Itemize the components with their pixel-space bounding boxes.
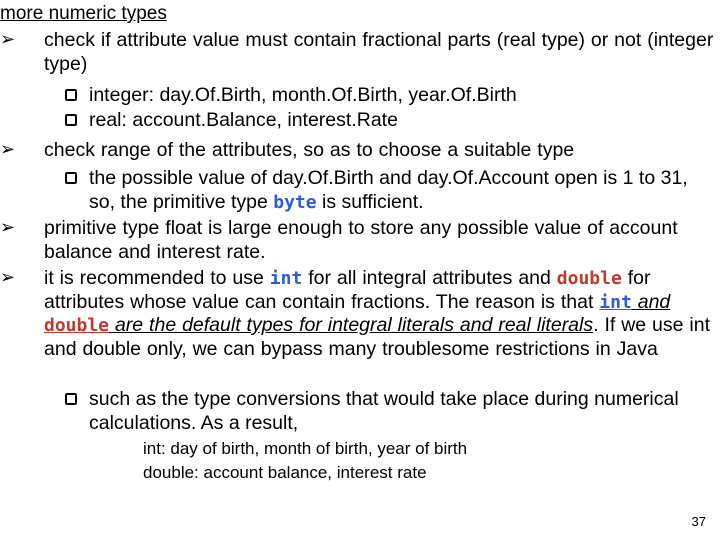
text-segment: the possible value of day.Of.Birth and day.Of.Account open is 1 to 31, so, the primitive type xyxy=(89,167,688,213)
bullet-text xyxy=(44,267,715,361)
keyword-int-default: int xyxy=(599,291,632,313)
code-line-double: double: account balance, interest rate xyxy=(143,463,427,482)
slide-title: more numeric types xyxy=(0,3,167,24)
bullet-text: check range of the attributes, so as to choose a suitable type xyxy=(44,139,575,161)
text-segment-italic: are the default types for integral literals and real literals xyxy=(109,314,594,336)
text-segment: for attributes whose value can contain fractions. The reason is that xyxy=(44,267,651,313)
bullet-int-double xyxy=(0,267,715,361)
page-number: 37 xyxy=(691,514,706,529)
subbullet-type-conversions xyxy=(0,388,715,435)
subbullet-integer xyxy=(0,84,715,108)
checkbox-bullet-icon xyxy=(65,89,77,101)
code-line-int: int: day of birth, month of birth, year of birth xyxy=(143,439,468,458)
bullet-text: check if attribute value must contain fractional parts (real type) or not (integer type) xyxy=(44,29,714,75)
subbullet-text: real: account.Balance, interest.Rate xyxy=(89,109,398,131)
bullet-float xyxy=(0,217,715,264)
checkbox-bullet-icon xyxy=(65,114,77,126)
keyword-double-default: double xyxy=(44,315,110,336)
checkbox-bullet-icon xyxy=(65,172,77,184)
checkbox-bullet-icon xyxy=(65,393,77,405)
subbullet-text xyxy=(89,167,715,214)
text-segment: . If we use int and double only, we can bypass many troublesome restrictions in Java xyxy=(44,314,711,360)
bullet-fractional-check xyxy=(0,29,715,76)
keyword-double: double xyxy=(556,268,622,289)
text-segment: is sufficient. xyxy=(316,190,424,213)
arrow-bullet-icon: ➢ xyxy=(0,139,16,160)
bullet-text: primitive type float is large enough to store any possible value of account balance and interest rate. xyxy=(44,217,678,263)
arrow-bullet-icon: ➢ xyxy=(0,217,16,238)
subbullet-text: such as the type conversions that would take place during numerical calculations. As a result, xyxy=(89,388,679,434)
arrow-bullet-icon: ➢ xyxy=(0,29,16,50)
arrow-bullet-icon: ➢ xyxy=(0,267,16,288)
subbullet-text: integer: day.Of.Birth, month.Of.Birth, year.Of.Birth xyxy=(89,84,517,106)
keyword-byte: byte xyxy=(273,191,317,213)
subbullet-byte xyxy=(0,167,715,214)
text-segment-italic: and xyxy=(631,290,671,313)
text-segment: for all integral attributes and xyxy=(302,267,557,289)
bullet-range-check xyxy=(0,139,715,163)
keyword-int: int xyxy=(269,268,303,289)
subbullet-real xyxy=(0,109,715,133)
text-segment: it is recommended to use xyxy=(44,267,270,289)
